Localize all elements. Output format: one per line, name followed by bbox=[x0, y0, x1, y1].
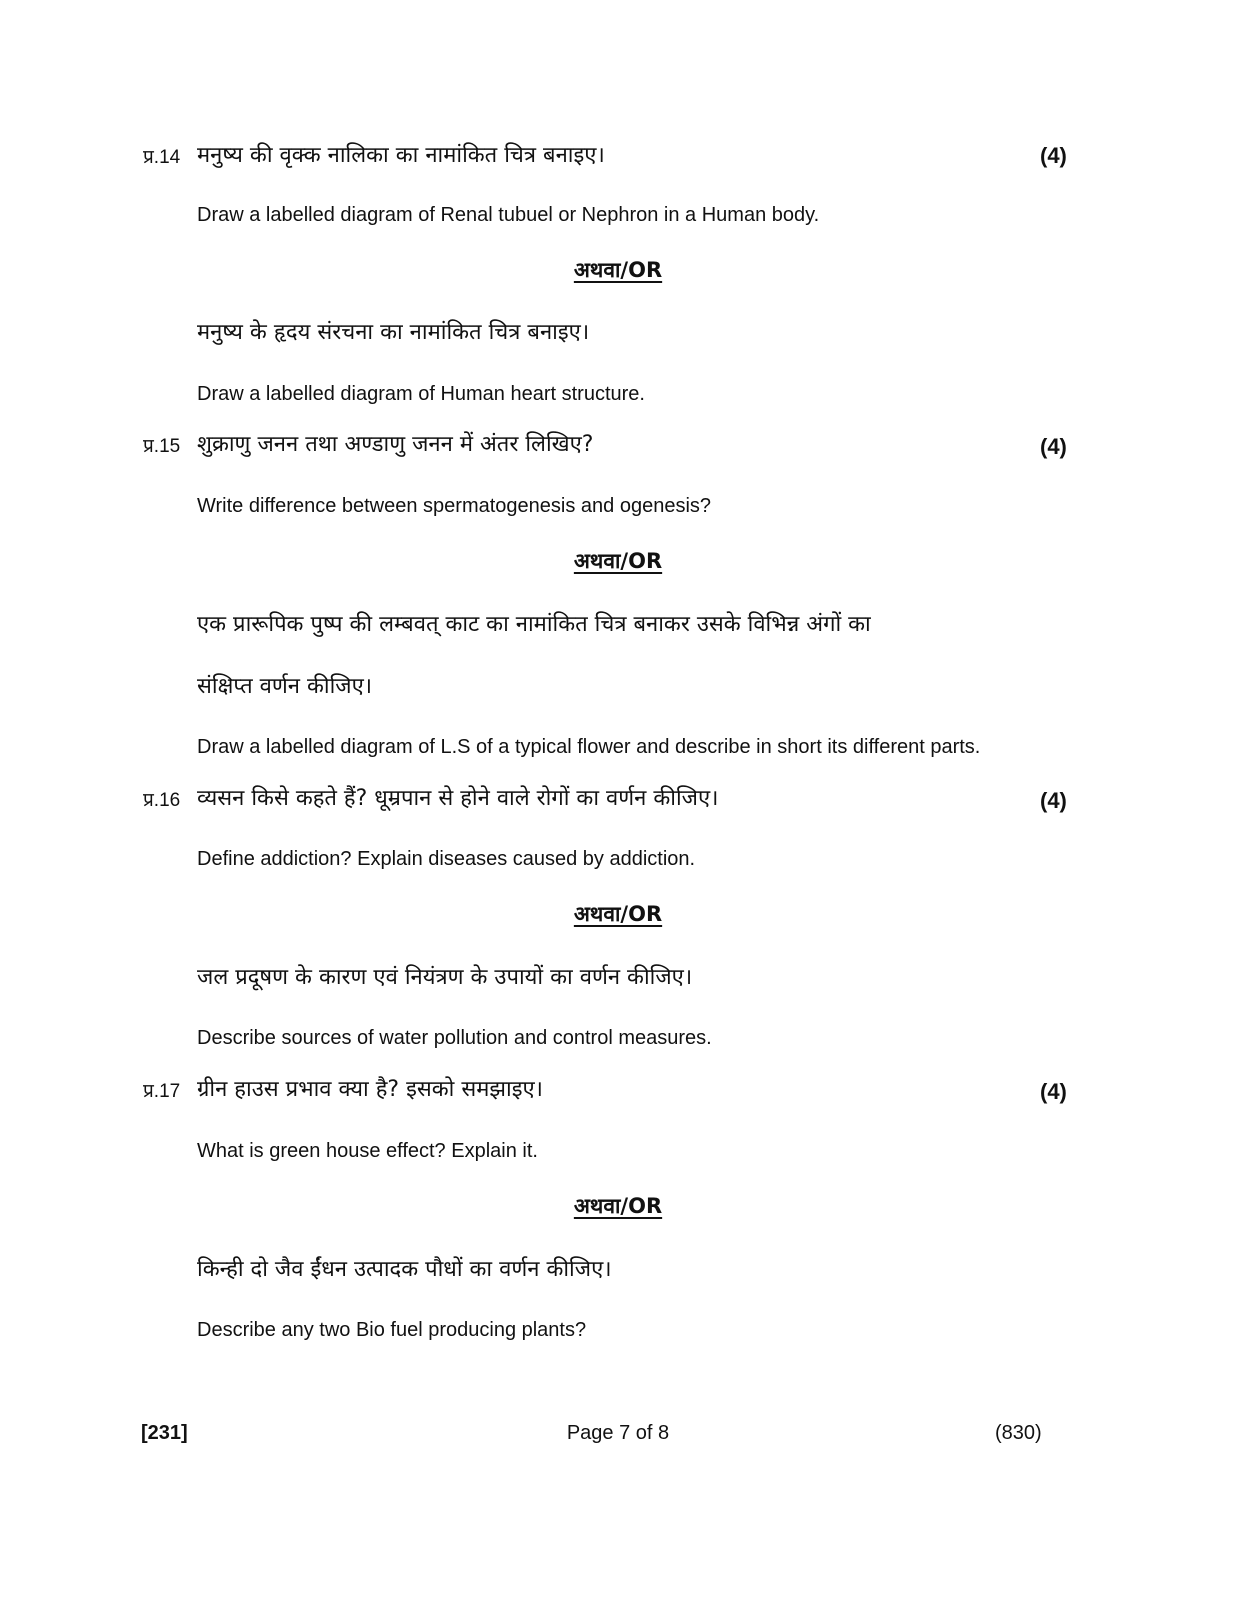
or-separator bbox=[0, 1192, 1236, 1220]
or-separator bbox=[0, 256, 1236, 284]
footer-page-number: Page 7 of 8 bbox=[566, 1422, 670, 1444]
alt-question-english: Draw a labelled diagram of L.S of a typical flower and describe in short its different parts. bbox=[197, 736, 981, 758]
question-english: What is green house effect? Explain it. bbox=[197, 1140, 538, 1162]
question-number: प्र.15 bbox=[143, 436, 181, 457]
alt-question-hindi-line2: संक्षिप्त वर्णन कीजिए। bbox=[197, 674, 373, 699]
or-label: अथवा/OR bbox=[573, 549, 663, 573]
question-number: प्र.14 bbox=[143, 147, 181, 168]
question-marks: (4) bbox=[1040, 434, 1067, 459]
question-hindi: व्यसन किसे कहते हैं? धूम्रपान से होने वाले रोगों का वर्णन कीजिए। bbox=[197, 786, 719, 811]
footer-paper-code: (830) bbox=[995, 1422, 1042, 1444]
alt-question-english: Describe sources of water pollution and control measures. bbox=[197, 1027, 712, 1049]
footer-code: [231] bbox=[141, 1422, 188, 1444]
question-marks: (4) bbox=[1040, 1079, 1067, 1104]
or-separator bbox=[0, 547, 1236, 575]
question-hindi: शुक्राणु जनन तथा अण्डाणु जनन में अंतर लिखिए? bbox=[197, 432, 594, 457]
or-label: अथवा/OR bbox=[573, 258, 663, 282]
or-label: अथवा/OR bbox=[573, 1194, 663, 1218]
question-english: Draw a labelled diagram of Renal tubuel or Nephron in a Human body. bbox=[197, 204, 820, 226]
question-number: प्र.17 bbox=[143, 1081, 181, 1102]
alt-question-english: Describe any two Bio fuel producing plants? bbox=[197, 1319, 587, 1341]
question-hindi: ग्रीन हाउस प्रभाव क्या है? इसको समझाइए। bbox=[197, 1077, 544, 1102]
alt-question-hindi: किन्ही दो जैव ईंधन उत्पादक पौधों का वर्णन कीजिए। bbox=[197, 1257, 612, 1282]
alt-question-hindi: जल प्रदूषण के कारण एवं नियंत्रण के उपायों का वर्णन कीजिए। bbox=[197, 965, 693, 990]
question-marks: (4) bbox=[1040, 143, 1067, 168]
alt-question-hindi: मनुष्य के हृदय संरचना का नामांकित चित्र बनाइए। bbox=[197, 320, 590, 345]
question-marks: (4) bbox=[1040, 788, 1067, 813]
question-number: प्र.16 bbox=[143, 790, 181, 811]
alt-question-english: Draw a labelled diagram of Human heart structure. bbox=[197, 383, 645, 405]
question-english: Define addiction? Explain diseases caused by addiction. bbox=[197, 848, 696, 870]
question-english: Write difference between spermatogenesis and ogenesis? bbox=[197, 495, 712, 517]
alt-question-hindi-line1: एक प्रारूपिक पुष्प की लम्बवत् काट का नामांकित चित्र बनाकर उसके विभिन्न अंगों का bbox=[197, 612, 871, 637]
question-hindi: मनुष्य की वृक्क नालिका का नामांकित चित्र बनाइए। bbox=[197, 143, 605, 168]
or-separator bbox=[0, 900, 1236, 928]
or-label: अथवा/OR bbox=[573, 902, 663, 926]
